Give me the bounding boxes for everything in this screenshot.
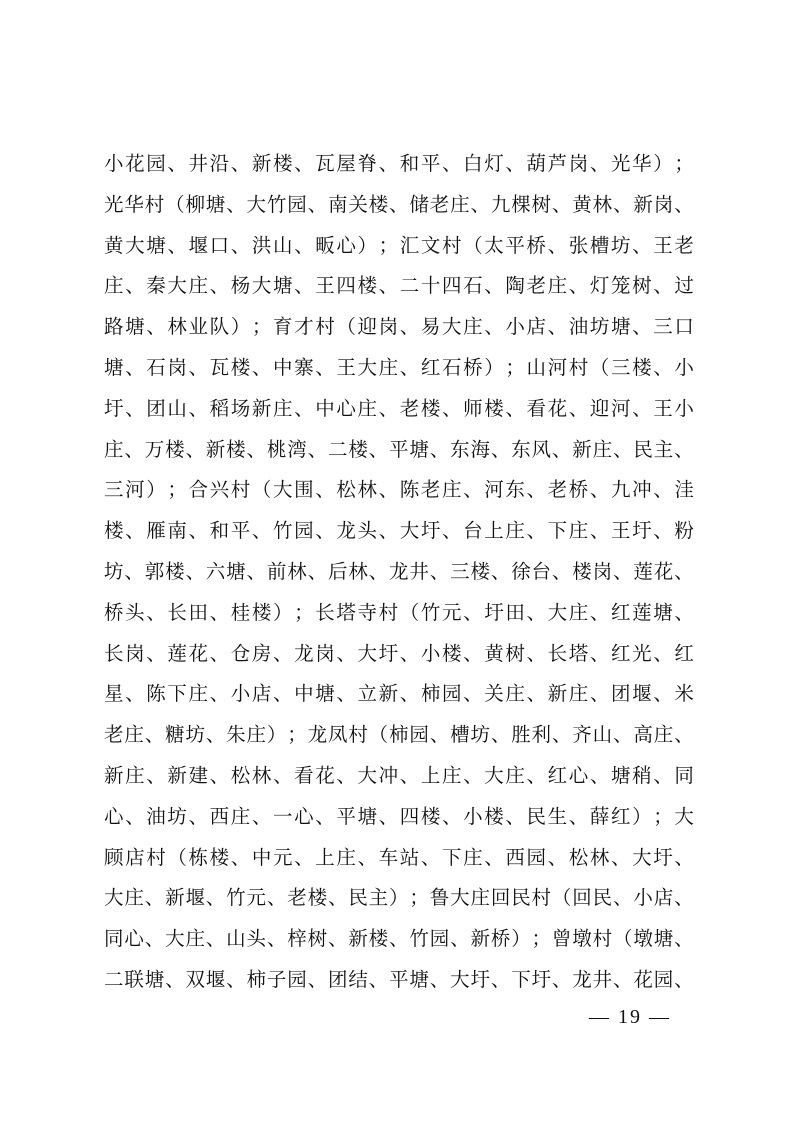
text-line: 圩 、 团 山 、 稻 场 新 庄 、 中 心 庄 、 老 楼 、 师 楼 、 看 花 、 迎 河 、 王 小 [104,396,694,420]
text-line: 三 河 ） ； 合 兴 村 （ 大 围 、 松 林 、 陈 老 庄 、 河 东 、 老 桥 、 九 冲 、 洼 [104,478,694,502]
text-line: 光 华 村 （ 柳 塘 、 大 竹 园 、 南 关 楼 、 储 老 庄 、 九 棵 树 、 黄 林 、 新 岗 、 [104,192,694,216]
text-line: 顾 店 村 （ 栋 楼 、 中 元 、 上 庄 、 车 站 、 下 庄 、 西 园 、 松 林 、 大 圩 、 [104,845,694,869]
text-line: 庄 、 万 楼 、 新 楼 、 桃 湾 、 二 楼 、 平 塘 、 东 海 、 东 风 、 新 庄 、 民 主 、 [104,437,694,461]
text-line: 楼 、 雁 南 、 和 平 、 竹 园 、 龙 头 、 大 圩 、 台 上 庄 、 下 庄 、 王 圩 、 粉 [104,519,694,543]
text-line: 心 、 油 坊 、 西 庄 、 一 心 、 平 塘 、 四 楼 、 小 楼 、 民 生 、 薛 红 ） ； 大 [104,804,694,828]
text-line: 坊 、 郭 楼 、 六 塘 、 前 林 、 后 林 、 龙 井 、 三 楼 、 徐 台 、 楼 岗 、 莲 花 、 [104,559,694,583]
text-line: 长 岗 、 莲 花 、 仓 房 、 龙 岗 、 大 圩 、 小 楼 、 黄 树 、 长 塔 、 红 光 、 红 [104,641,694,665]
text-line: 大 庄 、 新 堰 、 竹 元 、 老 楼 、 民 主 ） ； 鲁 大 庄 回 民 村 （ 回 民 、 小 店 、 [104,886,694,910]
text-line: 黄 大 塘 、 堰 口 、 洪 山 、 畈 心 ） ； 汇 文 村 （ 太 平 桥 、 张 槽 坊 、 王 老 [104,233,694,257]
text-line: 小 花 园 、 井 沿 、 新 楼 、 瓦 屋 脊 、 和 平 、 白 灯 、 葫 芦 岗 、 光 华 ） ； [104,152,694,175]
text-line: 二 联 塘 、 双 堰 、 柿 子 园 、 团 结 、 平 塘 、 大 圩 、 下 圩 、 龙 井 、 花 园 、 [104,967,694,991]
text-line: 路 塘 、 林 业 队 ） ； 育 才 村 （ 迎 岗 、 易 大 庄 、 小 店 、 油 坊 塘 、 三 口 [104,315,694,339]
text-line: 同 心 、 大 庄 、 山 头 、 梓 树 、 新 楼 、 竹 园 、 新 桥 ） ； 曾 墩 村 （ 墩 塘 、 [104,927,694,951]
text-line: 星 、 陈 下 庄 、 小 店 、 中 塘 、 立 新 、 柿 园 、 关 庄 、 新 庄 、 团 堰 、 米 [104,682,694,706]
text-line: 塘 、 石 岗 、 瓦 楼 、 中 寨 、 王 大 庄 、 红 石 桥 ） ； 山 河 村 （ 三 楼 、 小 [104,355,694,379]
body-text [104,144,694,1001]
text-line: 庄 、 秦 大 庄 、 杨 大 塘 、 王 四 楼 、 二 十 四 石 、 陶 老 庄 、 灯 笼 树 、 过 [104,274,694,298]
page-number: — 19 — [589,1006,671,1028]
text-line: 新 庄 、 新 建 、 松 林 、 看 花 、 大 冲 、 上 庄 、 大 庄 、 红 心 、 塘 稍 、 同 [104,763,694,787]
text-line: 老 庄 、 糖 坊 、 朱 庄 ） ； 龙 凤 村 （ 柿 园 、 槽 坊 、 胜 利 、 齐 山 、 高 庄 、 [104,723,694,747]
text-line: 桥 头 、 长 田 、 桂 楼 ） ； 长 塔 寺 村 （ 竹 元 、 圩 田 、 大 庄 、 红 莲 塘 、 [104,600,694,624]
